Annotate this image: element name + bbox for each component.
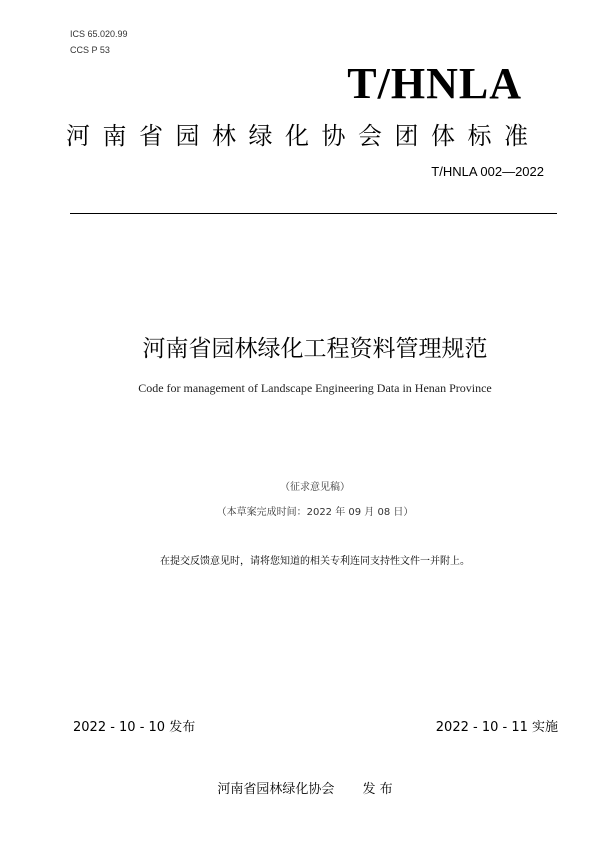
standard-logo: T/HNLA bbox=[347, 59, 522, 108]
issuer bbox=[0, 778, 600, 797]
document-title-english: Code for management of Landscape Engineering Data in Henan Province bbox=[138, 381, 492, 395]
divider bbox=[70, 213, 557, 214]
org-standard-heading: 河南省园林绿化协会团体标准 bbox=[66, 122, 541, 150]
issuer-name: 河南省园林绿化协会 bbox=[217, 782, 335, 797]
draft-label: （征求意见稿） bbox=[280, 482, 350, 493]
ccs-code: CCS P 53 bbox=[70, 45, 110, 55]
patent-note: 在提交反馈意见时，请将您知道的相关专利连同支持性文件一并附上。 bbox=[160, 556, 470, 567]
issuer-action: 发 布 bbox=[362, 782, 393, 797]
standard-number: T/HNLA 002—2022 bbox=[431, 164, 544, 179]
draft-time: （本草案完成时间：2022 年 09 月 08 日） bbox=[216, 507, 414, 518]
ics-code: ICS 65.020.99 bbox=[70, 29, 128, 39]
implement-date: 2022 - 10 - 11 实施 bbox=[435, 720, 558, 735]
document-title: 河南省园林绿化工程资料管理规范 bbox=[142, 336, 488, 362]
publish-date: 2022 - 10 - 10 发布 bbox=[73, 720, 196, 735]
